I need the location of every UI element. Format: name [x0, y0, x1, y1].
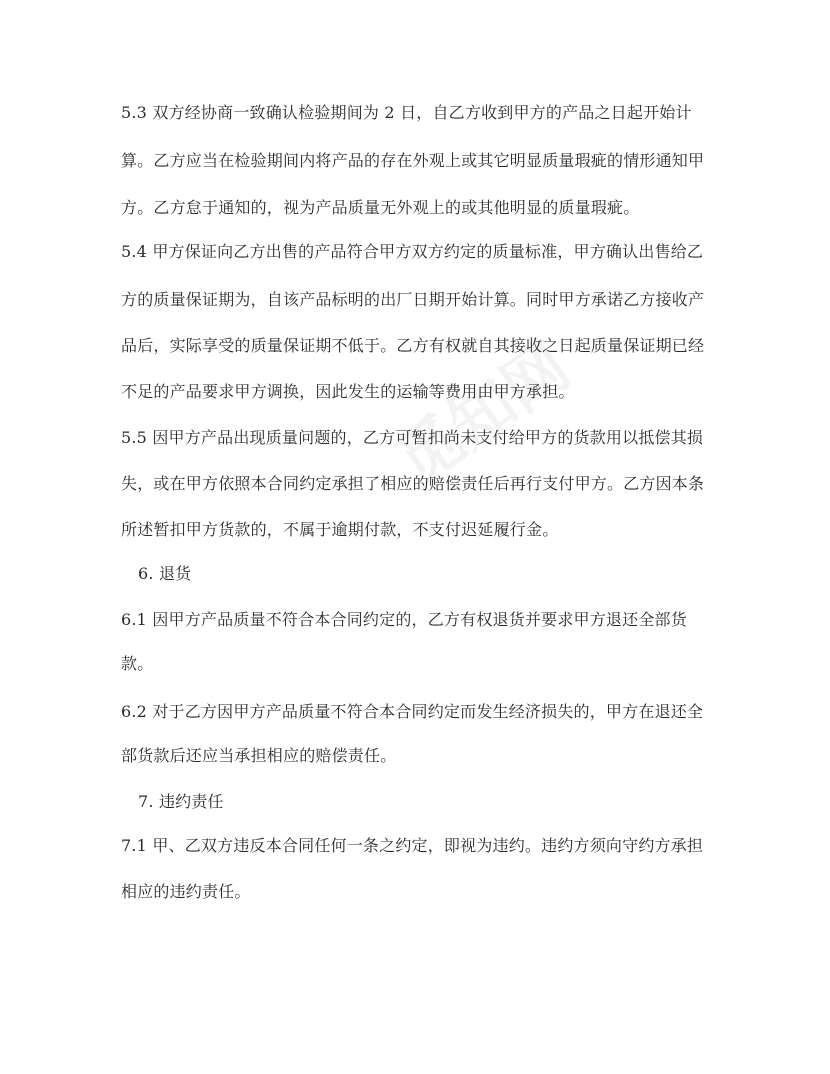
text-line-5-5-a: 5.5 因甲方产品出现质量问题的，乙方可暂扣尚未支付给甲方的货款用以抵偿其损 [121, 428, 704, 447]
text-line-5-4-a: 5.4 甲方保证向乙方出售的产品符合甲方双方约定的质量标准，甲方确认出售给乙 [121, 242, 704, 261]
text-line-5-3-b: 算。乙方应当在检验期间内将产品的存在外观上或其它明显质量瑕疵的情形通知甲 [121, 151, 705, 170]
text-line-5-4-d: 不足的产品要求甲方调换，因此发生的运输等费用由甲方承担。 [121, 382, 575, 401]
text-line-7-1-a: 7.1 甲、乙双方违反本合同任何一条之约定，即视为违约。违约方须向守约方承担 [121, 836, 704, 855]
text-line-6-2-a: 6.2 对于乙方因甲方产品质量不符合本合同约定而发生经济损失的，甲方在退还全 [121, 702, 704, 721]
text-line-5-5-b: 失，或在甲方依照本合同约定承担了相应的赔偿责任后再行支付甲方。乙方因本条 [121, 474, 705, 493]
text-line-5-5-c: 所述暂扣甲方货款的，不属于逾期付款，不支付迟延履行金。 [121, 520, 559, 539]
text-line-5-4-c: 品后，实际享受的质量保证期不低于。乙方有权就自其接收之日起质量保证期已经 [121, 336, 705, 355]
text-line-5-3-a: 5.3 双方经协商一致确认检验期间为 2 日，自乙方收到甲方的产品之日起开始计 [121, 103, 692, 122]
text-line-6-1-a: 6.1 因甲方产品质量不符合本合同约定的，乙方有权退货并要求甲方退还全部货 [121, 610, 687, 629]
text-line-6-2-b: 部货款后还应当承担相应的赔偿责任。 [121, 746, 397, 765]
text-line-7-1-b: 相应的违约责任。 [121, 882, 251, 901]
section-heading-7: 7. 违约责任 [138, 792, 224, 811]
text-line-5-4-b: 方的质量保证期为，自该产品标明的出厂日期开始计算。同时甲方承诺乙方接收产 [121, 290, 705, 309]
text-line-5-3-c: 方。乙方怠于通知的，视为产品质量无外观上的或其他明显的质量瑕疵。 [121, 198, 640, 217]
section-heading-6: 6. 退货 [138, 564, 192, 583]
text-line-6-1-b: 款。 [121, 654, 154, 673]
